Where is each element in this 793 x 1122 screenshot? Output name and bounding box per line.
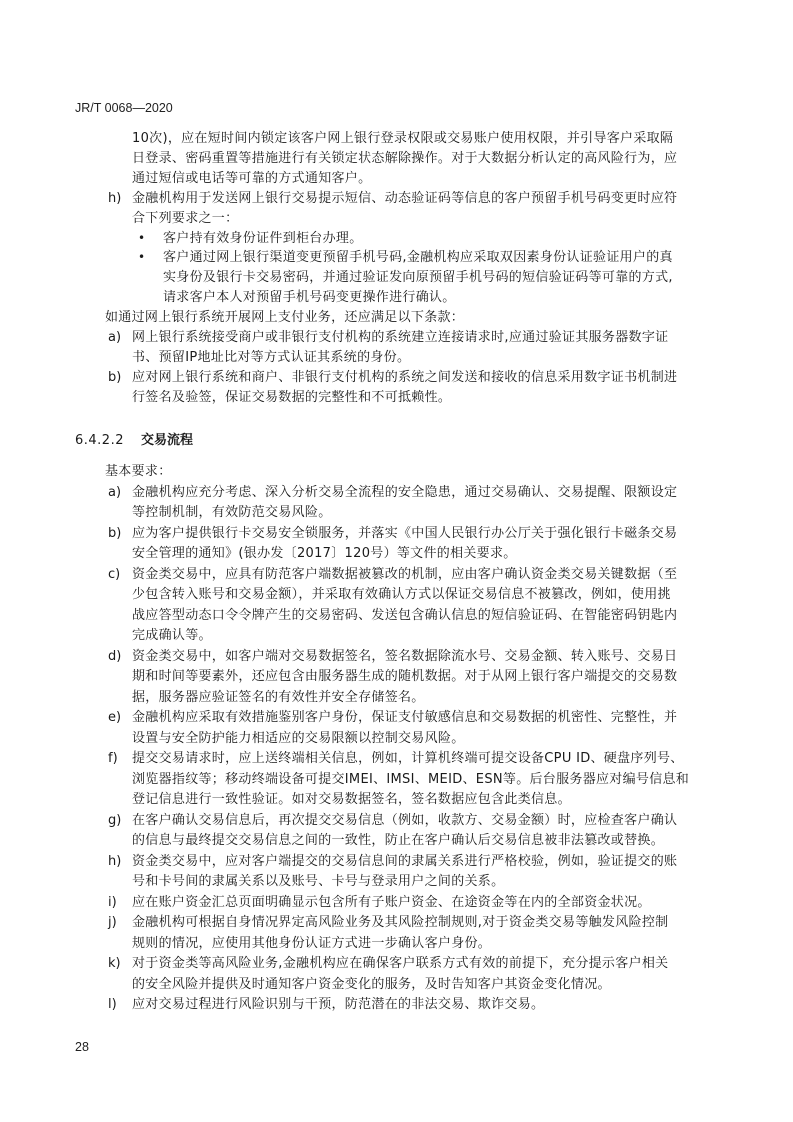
list-item-line: 网上银行系统接受商户或非银行支付机构的系统建立连接请求时,应通过验证其服务器数字证 bbox=[132, 330, 669, 345]
page-number: 28 bbox=[75, 1040, 89, 1054]
bullet-item-line: 实身份及银行卡交易密码，并通过验证发向原预留手机号码的短信验证码等可靠的方式, bbox=[163, 270, 673, 286]
paragraph-line: 日登录、密码重置等措施进行有关锁定状态解除操作。对于大数据分析认定的高风险行为，应 bbox=[132, 150, 678, 166]
list-item-line: 安全管理的通知》(银办发〔2017〕120号）等文件的相关要求。 bbox=[132, 546, 517, 561]
list-item-line: 金融机构可根据自身情况界定高风险业务及其风险控制规则,对于资金类交易等触发风险控制 bbox=[132, 915, 669, 930]
list-item-line: 号和卡号间的隶属关系以及账号、卡号与登录用户之间的关系。 bbox=[132, 874, 505, 889]
list-item-line: 设置与安全防护能力相适应的交易限额以控制交易风险。 bbox=[132, 730, 465, 746]
list-item-line: 行签名及验签，保证交易数据的完整性和不可抵赖性。 bbox=[132, 389, 452, 405]
list-item-line: 完成确认等。 bbox=[132, 628, 212, 643]
list-item-line: 浏览器指纹等；移动终端设备可提交IMEI、IMSI、MEID、ESN等。后台服务器应对编号信息和 bbox=[132, 771, 690, 787]
section-intro: 基本要求： bbox=[105, 464, 172, 479]
list-item-label: k) bbox=[108, 956, 121, 971]
list-item-line: 资金类交易中，应对客户端提交的交易信息间的隶属关系进行严格校验，例如，验证提交的账 bbox=[132, 853, 678, 869]
list-item-label: a) bbox=[108, 484, 122, 500]
list-item-label: b) bbox=[108, 369, 122, 385]
bullet-icon: • bbox=[138, 250, 146, 265]
document-code: JR/T 0068—2020 bbox=[75, 101, 173, 115]
paragraph-line: 10次)，应在短时间内锁定该客户网上银行登录权限或交易账户使用权限，并引导客户采取隔 bbox=[132, 131, 674, 146]
paragraph-line: 通过短信或电话等可靠的方式通知客户。 bbox=[132, 170, 372, 186]
list-item-label: c) bbox=[108, 566, 121, 582]
list-item-line: 金融机构用于发送网上银行交易提示短信、动态验证码等信息的客户预留手机号码变更时应符 bbox=[132, 190, 678, 206]
list-item-line: 资金类交易中，应具有防范客户端数据被篡改的机制，应由客户确认资金类交易关键数据（至 bbox=[132, 566, 678, 582]
bullet-item-line: 客户通过网上银行渠道变更预留手机号码,金融机构应采取双因素身份认证验证用户的真 bbox=[163, 250, 673, 266]
list-item-label: b) bbox=[108, 525, 122, 541]
list-item-line: 战应答型动态口令令牌产生的交易密码、发送包含确认信息的短信验证码、在智能密码钥匙内 bbox=[132, 607, 678, 623]
list-item-line: 应对交易过程进行风险识别与干预，防范潜在的非法交易、欺诈交易。 bbox=[132, 997, 545, 1012]
list-item-line: 的安全风险并提供及时通知客户资金变化的服务，及时告知客户其资金变化情况。 bbox=[132, 976, 611, 992]
list-item-line: 的信息与最终提交交易信息之间的一致性，防止在客户确认后交易信息被非法篡改或替换。 bbox=[132, 833, 665, 848]
list-item-line: 金融机构应采取有效措施鉴别客户身份，保证支付敏感信息和交易数据的机密性、完整性，并 bbox=[132, 710, 678, 725]
list-item-line: 合下列要求之一： bbox=[132, 210, 239, 226]
list-item-line: 资金类交易中，如客户端对交易数据签名，签名数据除流水号、交易金额、转入账号、交易日 bbox=[132, 648, 678, 664]
list-item-label: l) bbox=[108, 997, 117, 1012]
list-item-line: 期和时间等要素外，还应包含由服务器生成的随机数据。对于从网上银行客户端提交的交易数 bbox=[132, 669, 678, 684]
paragraph-line: 如通过网上银行系统开展网上支付业务，还应满足以下条款： bbox=[105, 310, 465, 326]
section-title: 交易流程 bbox=[141, 433, 194, 448]
list-item-line: 对于资金类等高风险业务,金融机构应在确保客户联系方式有效的前提下，充分提示客户相关 bbox=[132, 956, 669, 971]
bullet-item-line: 客户持有效身份证件到柜台办理。 bbox=[163, 230, 363, 246]
list-item-label: f) bbox=[108, 751, 118, 766]
list-item-label: g) bbox=[108, 812, 122, 828]
list-item-line: 登记信息进行一致性验证。如对交易数据签名，签名数据应包含此类信息。 bbox=[132, 792, 571, 807]
list-item-label: h) bbox=[108, 853, 122, 869]
list-item-label: d) bbox=[108, 648, 122, 664]
list-item-line: 书、预留IP地址比对等方式认证其系统的身份。 bbox=[132, 349, 411, 365]
list-item-line: 在客户确认交易信息后，再次提交交易信息（例如，收款方、交易金额）时，应检查客户确认 bbox=[132, 812, 678, 828]
list-item-label: h) bbox=[108, 190, 122, 206]
list-item-line: 应为客户提供银行卡交易安全锁服务，并落实《中国人民银行办公厅关于强化银行卡磁条交易 bbox=[132, 525, 678, 541]
list-item-line: 应对网上银行系统和商户、非银行支付机构的系统之间发送和接收的信息采用数字证书机制进 bbox=[132, 369, 678, 385]
list-item-line: 应在账户资金汇总页面明确显示包含所有子账户资金、在途资金等在内的全部资金状况。 bbox=[132, 894, 651, 910]
list-item-line: 少包含转入账号和交易金额），并采取有效确认方式以保证交易信息不被篡改，例如，使用挑 bbox=[132, 587, 671, 602]
list-item-label: a) bbox=[108, 330, 122, 345]
list-item-label: j) bbox=[108, 915, 117, 930]
list-item-line: 提交交易请求时，应上送终端相关信息，例如，计算机终端可提交设备CPU ID、硬盘序列号、 bbox=[132, 751, 684, 766]
bullet-item-line: 请求客户本人对预留手机号码变更操作进行确认。 bbox=[163, 290, 456, 306]
list-item-line: 规则的情况，应使用其他身份认证方式进一步确认客户身份。 bbox=[132, 935, 492, 951]
bullet-icon: • bbox=[138, 230, 146, 245]
list-item-label: e) bbox=[108, 710, 122, 725]
list-item-line: 据，服务器应验证签名的有效性并安全存储签名。 bbox=[132, 689, 425, 705]
list-item-line: 等控制机制，有效防范交易风险。 bbox=[132, 505, 332, 520]
list-item-line: 金融机构应充分考虑、深入分析交易全流程的安全隐患，通过交易确认、交易提醒、限额设定 bbox=[132, 484, 678, 500]
list-item-label: i) bbox=[108, 894, 117, 910]
section-number: 6.4.2.2 bbox=[75, 433, 124, 448]
